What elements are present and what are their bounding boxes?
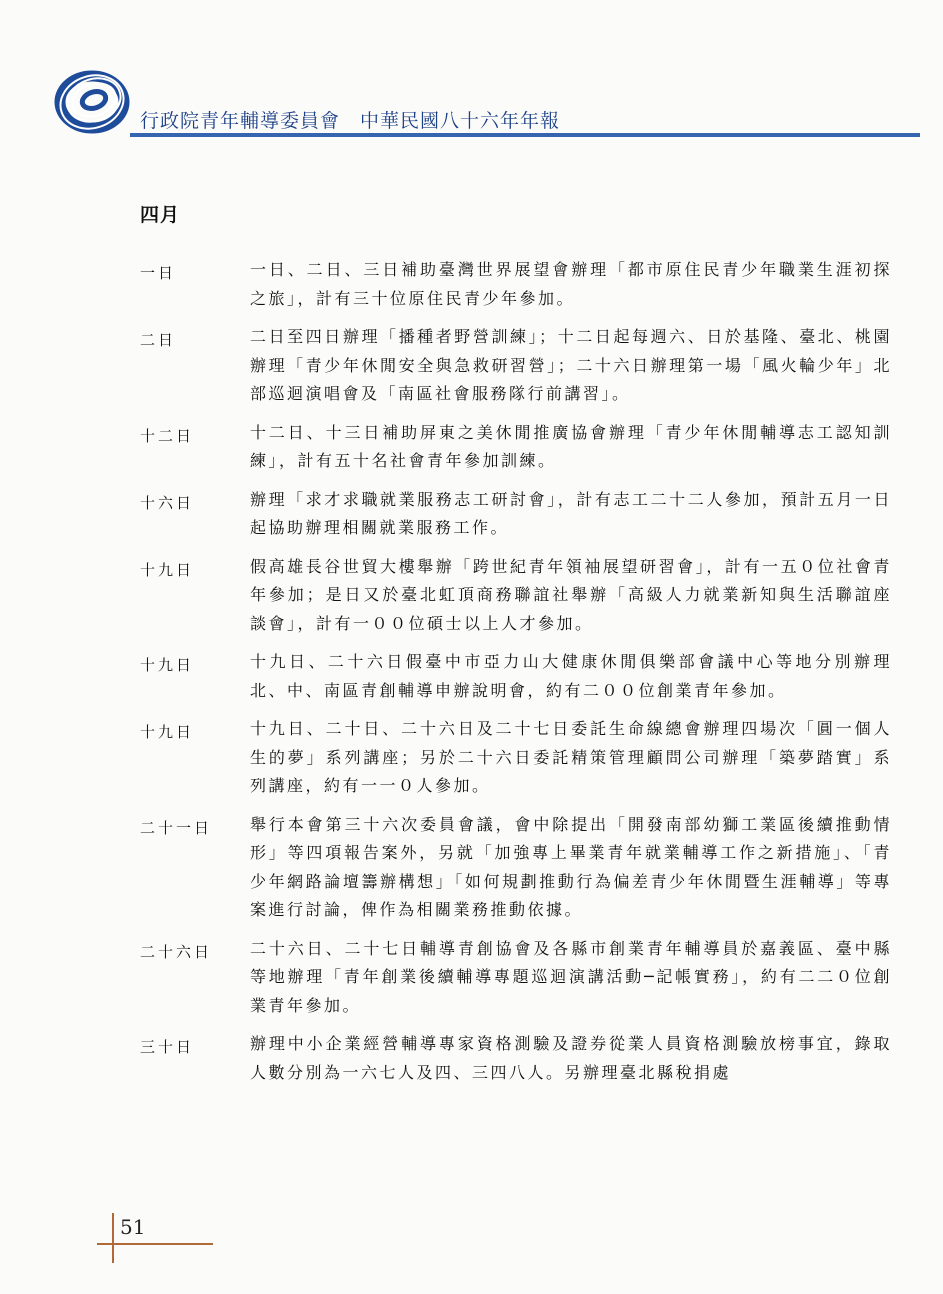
entry [0,323,943,419]
entry [0,419,943,486]
entry [0,486,943,553]
entry-date: 二十六日 [140,942,213,961]
entry [0,648,943,715]
entry-text: 一日、二日、三日補助臺灣世界展望會辦理「都市原住民青少年職業生涯初探之旅」，計有三十位原住民青少年參加。 [250,260,892,308]
entry [0,256,943,323]
entry [0,811,943,935]
entry-text: 辦理中小企業經營輔導專家資格測驗及證券從業人員資格測驗放榜事宜，錄取人數分別為一六七人及四、三四八人。另辦理臺北縣稅捐處 [250,1034,892,1082]
entry-date: 一日 [140,264,177,282]
logo-icon [50,62,140,142]
footer-rule-horizontal [97,1243,213,1245]
entry-text: 二十六日、二十七日輔導青創協會及各縣市創業青年輔導員於嘉義區、臺中縣等地辦理「青年創業後續輔導專題巡迴演講活動─記帳實務」，約有二二０位創業青年參加。 [250,938,892,1015]
entry-date: 十二日 [140,426,195,445]
entry [0,935,943,1031]
entry-date: 十九日 [140,560,195,579]
entry-list [0,256,943,1097]
header-title: 行政院青年輔導委員會 中華民國八十六年年報 [140,110,561,132]
entry-text: 十二日、十三日補助屏東之美休閒推廣協會辦理「青少年休閒輔導志工認知訓練」，計有五十名社會青年參加訓練。 [250,422,892,470]
entry-text: 辦理「求才求職就業服務志工研討會」，計有志工二十二人參加，預計五月一日起協助辦理相關就業服務工作。 [250,489,892,537]
entry-text: 十九日、二十六日假臺中市亞力山大健康休閒俱樂部會議中心等地分別辦理北、中、南區青創輔導申辦說明會，約有二００位創業青年參加。 [250,652,892,700]
entry [0,553,943,649]
entry [0,715,943,811]
page-number: 51 [120,1215,146,1239]
entry [0,1030,943,1097]
entry-text: 十九日、二十日、二十六日及二十七日委託生命線總會辦理四場次「圓一個人生的夢」系列講座；另於二十六日委託精策管理顧問公司辦理「築夢踏實」系列講座，約有一一０人參加。 [250,719,892,795]
entry-text: 假高雄長谷世貿大樓舉辦「跨世紀青年領袖展望研習會」，計有一五０位社會青年參加；是日又於臺北虹頂商務聯誼社舉辦「高級人力就業新知與生活聯誼座談會」，計有一００位碩士以上人才參加。 [250,556,892,633]
entry-date: 十九日 [140,723,195,741]
footer-rule-vertical [112,1213,114,1263]
entry-date: 二十一日 [140,818,213,837]
header-rule [130,133,920,137]
entry-text: 舉行本會第三十六次委員會議，會中除提出「開發南部幼獅工業區後續推動情形」等四項報告案外，另就「加強專上畢業青年就業輔導工作之新措施」、「青少年網路論壇籌辦構想」「如何規劃推動行為偏差青少年休閒暨生涯輔導」等專案進行討論，俾作為相關業務推動依據。 [250,814,892,919]
month-heading: 四月 [140,204,181,226]
entry-date: 二日 [140,331,177,349]
entry-date: 三十日 [140,1038,195,1056]
entry-date: 十九日 [140,656,195,674]
entry-date: 十六日 [140,493,195,512]
entry-text: 二日至四日辦理「播種者野營訓練」；十二日起每週六、日於基隆、臺北、桃園辦理「青少年休閒安全與急救研習營」；二十六日辦理第一場「風火輪少年」北部巡迴演唱會及「南區社會服務隊行前講習」。 [250,327,892,403]
